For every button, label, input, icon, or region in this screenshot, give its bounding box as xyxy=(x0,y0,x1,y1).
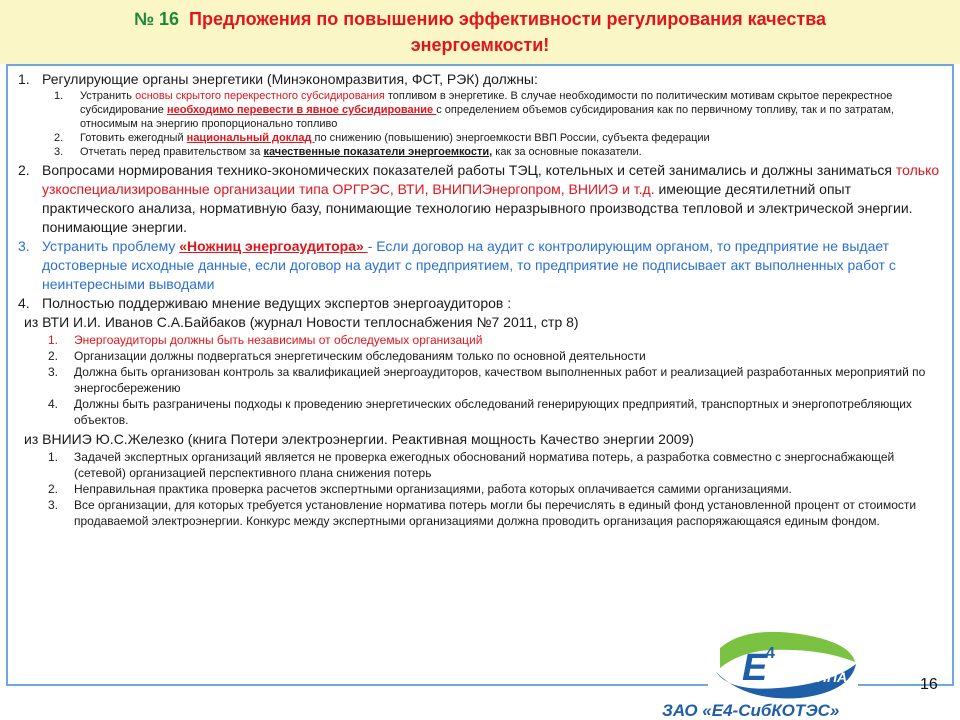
sub-number: 2. xyxy=(48,482,59,496)
source-vniie-item-1 xyxy=(48,449,944,481)
list-item-2 xyxy=(16,161,944,237)
text-span: Устранить проблему xyxy=(42,238,180,254)
list-item-4 xyxy=(16,294,944,313)
sub-number: 1. xyxy=(48,333,59,347)
source-vniie-item-2 xyxy=(48,481,944,497)
list-text xyxy=(42,237,944,294)
text-span: Вопросами нормирования технико-экономических показателей работы ТЭЦ, котельных и сетей занимались и должны заниматься xyxy=(42,162,896,178)
source-vti: из ВТИ И.И. Иванов С.А.Байбаков (журнал Новости теплоснабжения №7 2011, стр 8) xyxy=(24,314,579,330)
text-span: Отчетать перед правительством за xyxy=(80,146,264,158)
highlight-red-underline: необходимо перевести в явное субсидирование xyxy=(166,104,437,116)
highlight-red-underline: «Ножниц энергоаудитора» xyxy=(179,238,368,254)
text-span: по снижению (повышению) энергоемкости ВВП России, субъекта федерации xyxy=(314,132,710,144)
sub-item-1-3 xyxy=(54,145,944,159)
source-vti-item-1 xyxy=(48,332,944,348)
source-vniie: из ВНИИЭ Ю.С.Железко (книга Потери электроэнергии. Реактивная мощность Качество энергии 2009) xyxy=(24,431,694,447)
text-span: Устранить xyxy=(80,90,136,102)
sub-number: 2. xyxy=(48,349,59,363)
slide-title-line1 xyxy=(134,6,826,32)
text-span: с определением объемов субсидирования как по первичному топливу, так и по затратам, относимым на энергию пропорционально топливо xyxy=(80,104,894,130)
sub-text: Энергоаудиторы должны быть независимы от обследуемых организаций xyxy=(74,333,483,347)
source-vniie-item-3 xyxy=(48,497,944,529)
source-vti-list xyxy=(48,332,944,428)
list-number: 1. xyxy=(18,71,30,87)
list-number: 2. xyxy=(18,162,30,178)
sub-number: 2. xyxy=(54,132,64,144)
sub-item-1-1 xyxy=(54,89,944,131)
page-number: 16 xyxy=(920,676,938,693)
slide-title-text: Предложения по повышению эффективности регулирования качества xyxy=(189,9,827,29)
slide-header xyxy=(0,0,960,64)
list-text: Регулирующие органы энергетики (Минэкономразвития, ФСТ, РЭК) должны: xyxy=(42,71,538,87)
sub-list-1 xyxy=(54,89,944,159)
list-number: 4. xyxy=(18,295,30,311)
sub-number: 3. xyxy=(48,365,59,379)
list-item-1 xyxy=(16,70,944,89)
list-number: 3. xyxy=(18,238,30,254)
source-vti-item-4 xyxy=(48,396,944,428)
sub-text: Неправильная практика проверка расчетов экспертными организациями, работа которых оплачивается самими организациями. xyxy=(74,482,792,496)
sub-text: Должны быть разграничены подходы к проведению энергетических обследований генерирующих предприятий, транспортных и энергопотребляющих объектов. xyxy=(74,397,912,427)
list-item-3 xyxy=(16,237,944,294)
text-span: топливом в энергетике. В случае необходимости по политическим мотивам скрытое перекрестное субсидирование xyxy=(80,90,893,116)
sub-number: 4. xyxy=(48,397,59,411)
sub-text: Должна быть организован контроль за квалификацией энергоаудиторов, качеством выполненных работ и реализацией разработанных мероприятий по энергосбережению xyxy=(74,365,926,395)
sub-item-1-2 xyxy=(54,131,944,145)
logo-mark-sup: 4 xyxy=(766,645,775,662)
slide-number-label: № 16 xyxy=(133,9,180,29)
highlight-red-underline: национальный доклад xyxy=(186,132,315,144)
source-vti-item-3 xyxy=(48,364,944,396)
slide-title-line2: энергоемкости! xyxy=(410,35,550,55)
sub-text: Организации должны подвергаться энергетическим обследованиям только по основной деятельности xyxy=(74,349,646,363)
source-vniie-list xyxy=(48,449,944,529)
highlight-red: основы скрытого перекрестного субсидирования xyxy=(135,90,385,102)
slide-content-box xyxy=(6,64,954,686)
sub-number: 3. xyxy=(54,146,64,158)
highlight-bold-underline: качественные показатели энергоемкости, xyxy=(263,146,493,158)
sub-text xyxy=(80,145,944,159)
company-logo xyxy=(650,628,920,720)
highlight-red: только узкоспециализированные организации типа ОРГРЭС, ВТИ, ВНИПИЭнергопром, ВНИИЭ и т.д. xyxy=(42,162,940,197)
sub-text: Задачей экспертных организаций является не проверка ежегодных обоснований норматива потерь, а разработка совместно с энергоснабжающей (сетевой) организацией перспективного плана снижения потерь xyxy=(74,450,895,480)
sub-number: 1. xyxy=(54,90,64,102)
text-span: Готовить ежегодный xyxy=(80,132,187,144)
source-vti-item-2 xyxy=(48,348,944,364)
text-span: как за основные показатели. xyxy=(492,146,642,158)
text-span: имеющие десятилетний опыт практического анализа, нормативную базу, понимающие технологию неразрывного производства тепловой и электрической энергии. понимающие энергии. xyxy=(42,181,913,235)
sub-number: 3. xyxy=(48,498,59,512)
sub-text: Все организации, для которых требуется установление норматива потерь могли бы перечислять в единый фонд установленной процент от стоимости продаваемой электроэнергии. Конкурс между экспертными организациями должна проводить организация распоряжающаяся единым фондом. xyxy=(74,498,917,528)
sub-text xyxy=(80,89,944,131)
sub-number: 1. xyxy=(48,450,59,464)
logo-company-name: ЗАО «Е4-СибКОТЭС» xyxy=(662,701,840,720)
text-span: - Если договор на аудит с контролирующим органом, то предприятие не выдает достоверные исходные данные, если договор на аудит с предприятием, то предприятие не подписывает акт выполненных работ с неинтересными выводами xyxy=(42,238,896,292)
logo-mark: Е xyxy=(742,647,768,689)
list-text: Полностью поддерживаю мнение ведущих экспертов энергоаудиторов : xyxy=(42,295,512,311)
logo-group-text: ГРУППА xyxy=(790,669,848,685)
list-text xyxy=(42,161,944,237)
sub-text xyxy=(80,131,944,145)
